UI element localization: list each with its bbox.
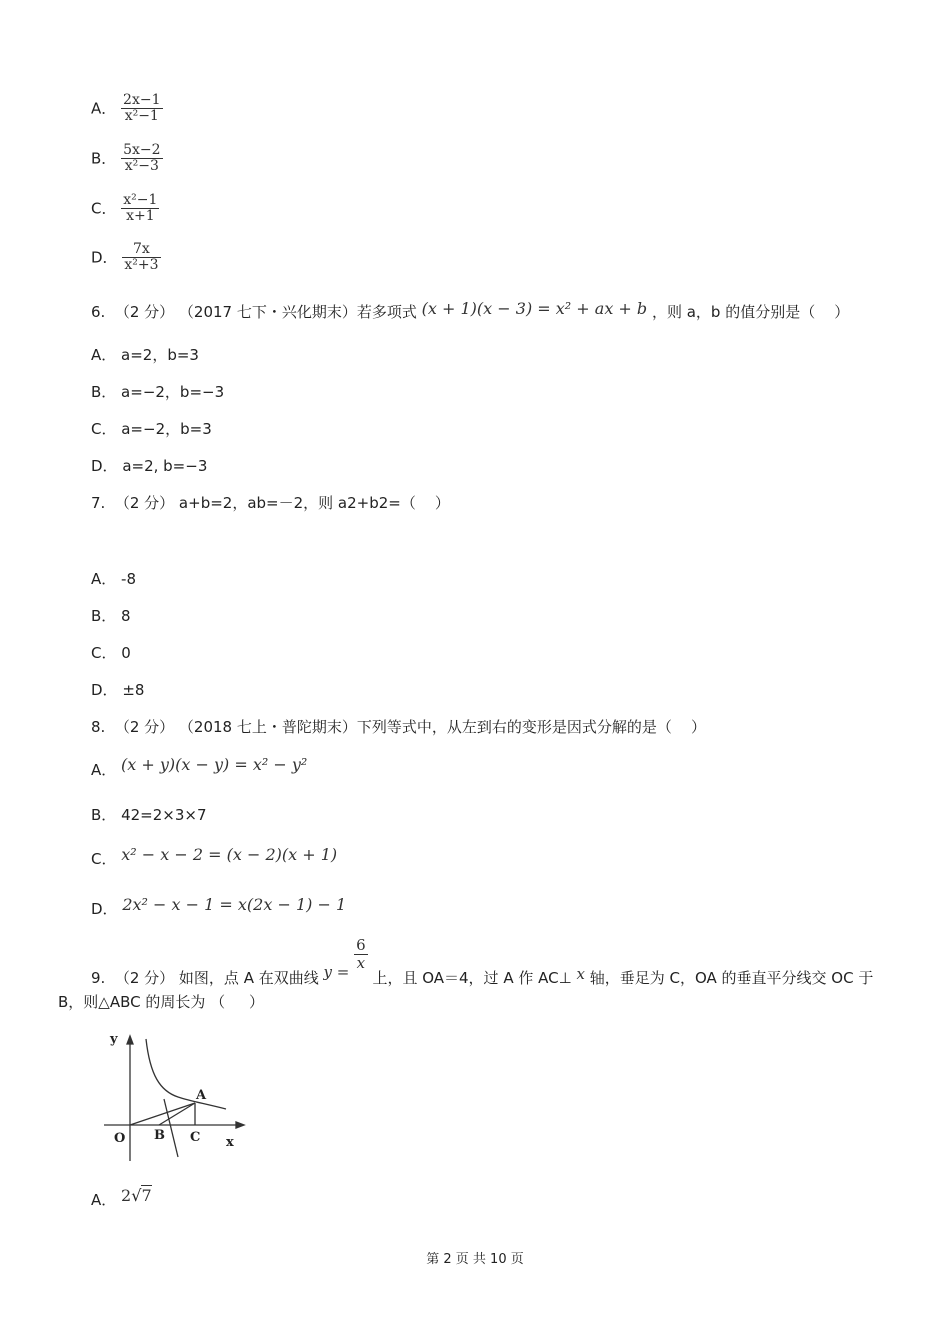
question-8-stem: 8. （2 分） （2018 七上・普陀期末）下列等式中，从左到右的变形是因式分解的是（ ） [91, 718, 706, 736]
math-expression: 2x² − x − 1 = x(2x − 1) − 1 [122, 895, 347, 914]
math-expression: (x + y)(x − y) = x² − y² [121, 755, 308, 774]
q6-option-d[interactable]: D． a=2, b=−3 [91, 457, 208, 475]
q7-option-a[interactable]: A． -8 [91, 570, 136, 588]
denominator: x²−1 [124, 108, 159, 124]
q7-option-b[interactable]: B． 8 [91, 607, 131, 625]
label-A: A [196, 1088, 207, 1103]
x-axis-arrow-icon [236, 1122, 244, 1128]
hyperbola-curve [146, 1039, 226, 1109]
label-y: y [110, 1032, 118, 1047]
fraction [121, 93, 162, 124]
question-text: 上，且 OA＝4，过 A 作 AC⊥ [372, 969, 572, 987]
option-letter: A． [91, 1191, 117, 1209]
option-letter: D． [91, 248, 118, 267]
denominator: x [356, 954, 366, 972]
q6-option-a[interactable]: A． a=2，b=3 [91, 346, 199, 364]
denominator: x+1 [126, 208, 155, 224]
q5-option-a[interactable] [91, 93, 163, 124]
q8-option-b[interactable] [91, 805, 207, 825]
fraction [122, 242, 160, 273]
q6-option-c[interactable]: C． a=−2，b=3 [91, 420, 212, 438]
numerator: 7x [122, 242, 160, 258]
hyperbola-lhs: y = [323, 963, 350, 981]
question-6-stem [91, 299, 850, 322]
fraction [121, 193, 159, 224]
axis-variable: x [576, 965, 585, 983]
math-expression: (x + 1)(x − 3) = x² + ax + b [421, 299, 648, 318]
sqrt-icon: √ [131, 1186, 142, 1205]
question-text: 6. （2 分） （2017 七下・兴化期末）若多项式 [91, 303, 417, 321]
question-9-line-2: B，则△ABC 的周长为 （ ） [58, 993, 264, 1011]
q5-option-c[interactable] [91, 193, 159, 224]
question-text: 9. （2 分） 如图，点 A 在双曲线 [91, 969, 319, 987]
numerator: 2x−1 [123, 92, 161, 108]
q8-option-a[interactable] [91, 755, 308, 780]
segment-OA [130, 1103, 195, 1125]
label-O: O [114, 1131, 126, 1146]
numerator: 5x−2 [123, 142, 161, 158]
option-letter: A． [91, 761, 117, 779]
hyperbola-fraction [354, 937, 368, 972]
option-letter: A． [91, 99, 117, 118]
math-expression: x² − x − 2 = (x − 2)(x + 1) [121, 845, 338, 864]
option-letter: B． [91, 806, 117, 824]
label-x: x [226, 1135, 234, 1150]
numerator: 6 [356, 936, 366, 954]
question-text: ，则 a，b 的值分别是（ ） [651, 303, 850, 321]
q8-option-d[interactable] [91, 895, 347, 919]
y-axis-arrow-icon [127, 1036, 133, 1044]
perpendicular-bisector [164, 1099, 178, 1157]
option-letter: B． [91, 149, 117, 168]
label-C: C [190, 1130, 201, 1145]
question-text: 轴，垂足为 C，OA 的垂直平分线交 OC 于 [589, 969, 874, 987]
question-7-stem: 7. （2 分） a+b=2，ab=－2，则 a2+b2=（ ） [91, 494, 450, 512]
q7-option-d[interactable]: D． ±8 [91, 681, 145, 699]
label-B: B [154, 1128, 165, 1143]
page-footer: 第 2 页 共 10 页 [426, 1252, 524, 1267]
radicand: 7 [141, 1186, 152, 1205]
q8-option-c[interactable] [91, 845, 338, 869]
q9-option-a[interactable] [91, 1186, 152, 1209]
q5-option-d[interactable] [91, 242, 161, 273]
q6-option-b[interactable]: B． a=−2，b=−3 [91, 383, 225, 401]
option-letter: D． [91, 900, 118, 918]
denominator: x²+3 [124, 257, 159, 273]
q5-option-b[interactable] [91, 143, 163, 174]
option-letter: C． [91, 850, 117, 868]
numerator: x²−1 [123, 192, 158, 208]
denominator: x²−3 [124, 158, 159, 174]
option-text: 42=2×3×7 [121, 806, 207, 824]
hyperbola-figure [98, 1025, 258, 1165]
q7-option-c[interactable]: C． 0 [91, 644, 131, 662]
coefficient: 2 [121, 1186, 132, 1205]
question-9-stem [91, 936, 874, 987]
option-letter: C． [91, 199, 117, 218]
fraction [121, 143, 162, 174]
